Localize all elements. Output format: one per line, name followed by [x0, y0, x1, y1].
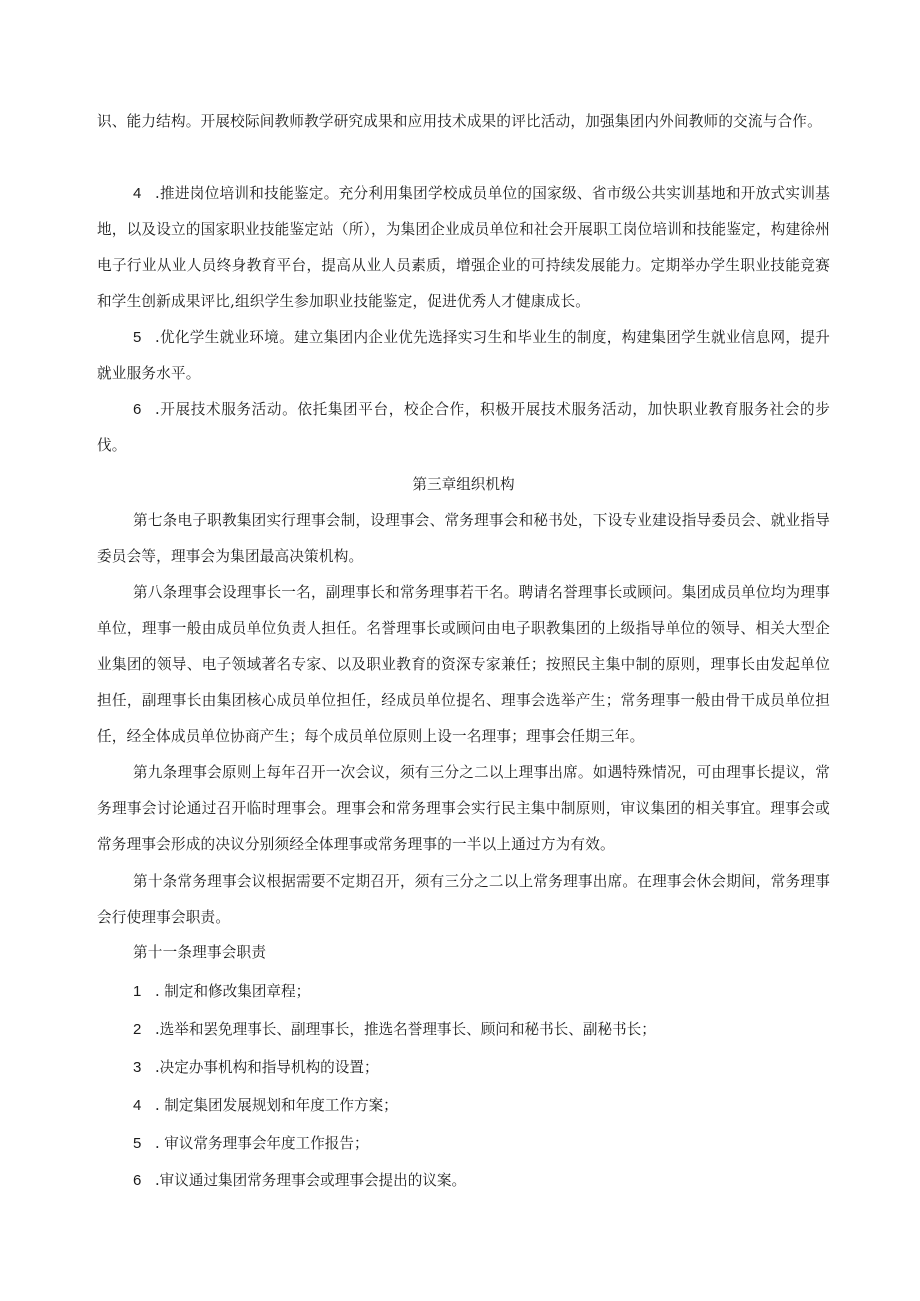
duty-text: .审议通过集团常务理事会或理事会提出的议案。 — [155, 1172, 467, 1189]
paragraph-item-4 — [97, 176, 830, 320]
duty-number: 5 — [133, 1135, 142, 1152]
duty-number: 6 — [133, 1172, 142, 1189]
article-11: 第十一条理事会职责 — [133, 944, 267, 961]
chapter-title: 第三章组织机构 — [412, 476, 515, 493]
duty-text: . 制定集团发展规划和年度工作方案； — [155, 1097, 398, 1114]
duty-text: . 审议常务理事会年度工作报告； — [155, 1135, 369, 1152]
duty-text: . 制定和修改集团章程； — [155, 983, 311, 1000]
duty-text: .选举和罢免理事长、副理事长，推选名誉理事长、顾问和秘书长、副秘书长； — [155, 1021, 656, 1038]
duty-number: 4 — [133, 1097, 142, 1114]
article-7: 第七条电子职教集团实行理事会制，设理事会、常务理事会和秘书处，下设专业建设指导委员会、就业指导委员会等，理事会为集团最高决策机构。 — [97, 512, 830, 565]
paragraph-item-6 — [97, 392, 830, 464]
duty-item-2 — [133, 1012, 830, 1048]
duty-number: 1 — [133, 983, 142, 1000]
duty-item-5 — [133, 1126, 830, 1162]
paragraph-text: .推进岗位培训和技能鉴定。充分利用集团学校成员单位的国家级、省市级公共实训基地和开放式实训基地，以及设立的国家职业技能鉴定站（所），为集团企业成员单位和社会开展职工岗位培训和技能鉴定，构建徐州电子行业从业人员终身教育平台，提高从业人员素质，增强企业的可持续发展能力。定期举办学生职业技能竞赛和学生创新成果评比,组织学生参加职业技能鉴定，促进优秀人才健康成长。 — [97, 185, 830, 310]
duty-item-6 — [133, 1163, 830, 1199]
paragraph-number: 6 — [133, 401, 142, 418]
duty-item-4 — [133, 1088, 830, 1124]
paragraph-item-5 — [97, 320, 830, 392]
duty-number: 2 — [133, 1021, 142, 1038]
article-10: 第十条常务理事会议根据需要不定期召开，须有三分之二以上常务理事出席。在理事会休会期间，常务理事会行使理事会职责。 — [97, 873, 830, 926]
duty-text: .决定办事机构和指导机构的设置； — [155, 1059, 379, 1076]
duty-number: 3 — [133, 1059, 142, 1076]
paragraph-intro: 识、能力结构。开展校际间教师教学研究成果和应用技术成果的评比活动，加强集团内外间教师的交流与合作。 — [97, 113, 822, 130]
duty-item-1 — [133, 974, 830, 1010]
paragraph-text: .优化学生就业环境。建立集团内企业优先选择实习生和毕业生的制度，构建集团学生就业信息网，提升就业服务水平。 — [97, 329, 830, 382]
duty-item-3 — [133, 1050, 830, 1086]
paragraph-text: .开展技术服务活动。依托集团平台，校企合作，积极开展技术服务活动，加快职业教育服务社会的步伐。 — [97, 401, 830, 454]
article-9: 第九条理事会原则上每年召开一次会议，须有三分之二以上理事出席。如遇特殊情况，可由理事长提议，常务理事会讨论通过召开临时理事会。理事会和常务理事会实行民主集中制原则，审议集团的相关事宜。理事会或常务理事会形成的决议分别须经全体理事或常务理事的一半以上通过方为有效。 — [97, 764, 830, 853]
article-8: 第八条理事会设理事长一名，副理事长和常务理事若干名。聘请名誉理事长或顾问。集团成员单位均为理事单位，理事一般由成员单位负责人担任。名誉理事长或顾问由电子职教集团的上级指导单位的领导、相关大型企业集团的领导、电子领域著名专家、以及职业教育的资深专家兼任；按照民主集中制的原则，理事长由发起单位担任，副理事长由集团核心成员单位担任，经成员单位提名、理事会选举产生；常务理事一般由骨干成员单位担任，经全体成员单位协商产生；每个成员单位原则上设一名理事；理事会任期三年。 — [97, 584, 830, 745]
paragraph-number: 5 — [133, 329, 142, 346]
paragraph-number: 4 — [133, 185, 142, 202]
